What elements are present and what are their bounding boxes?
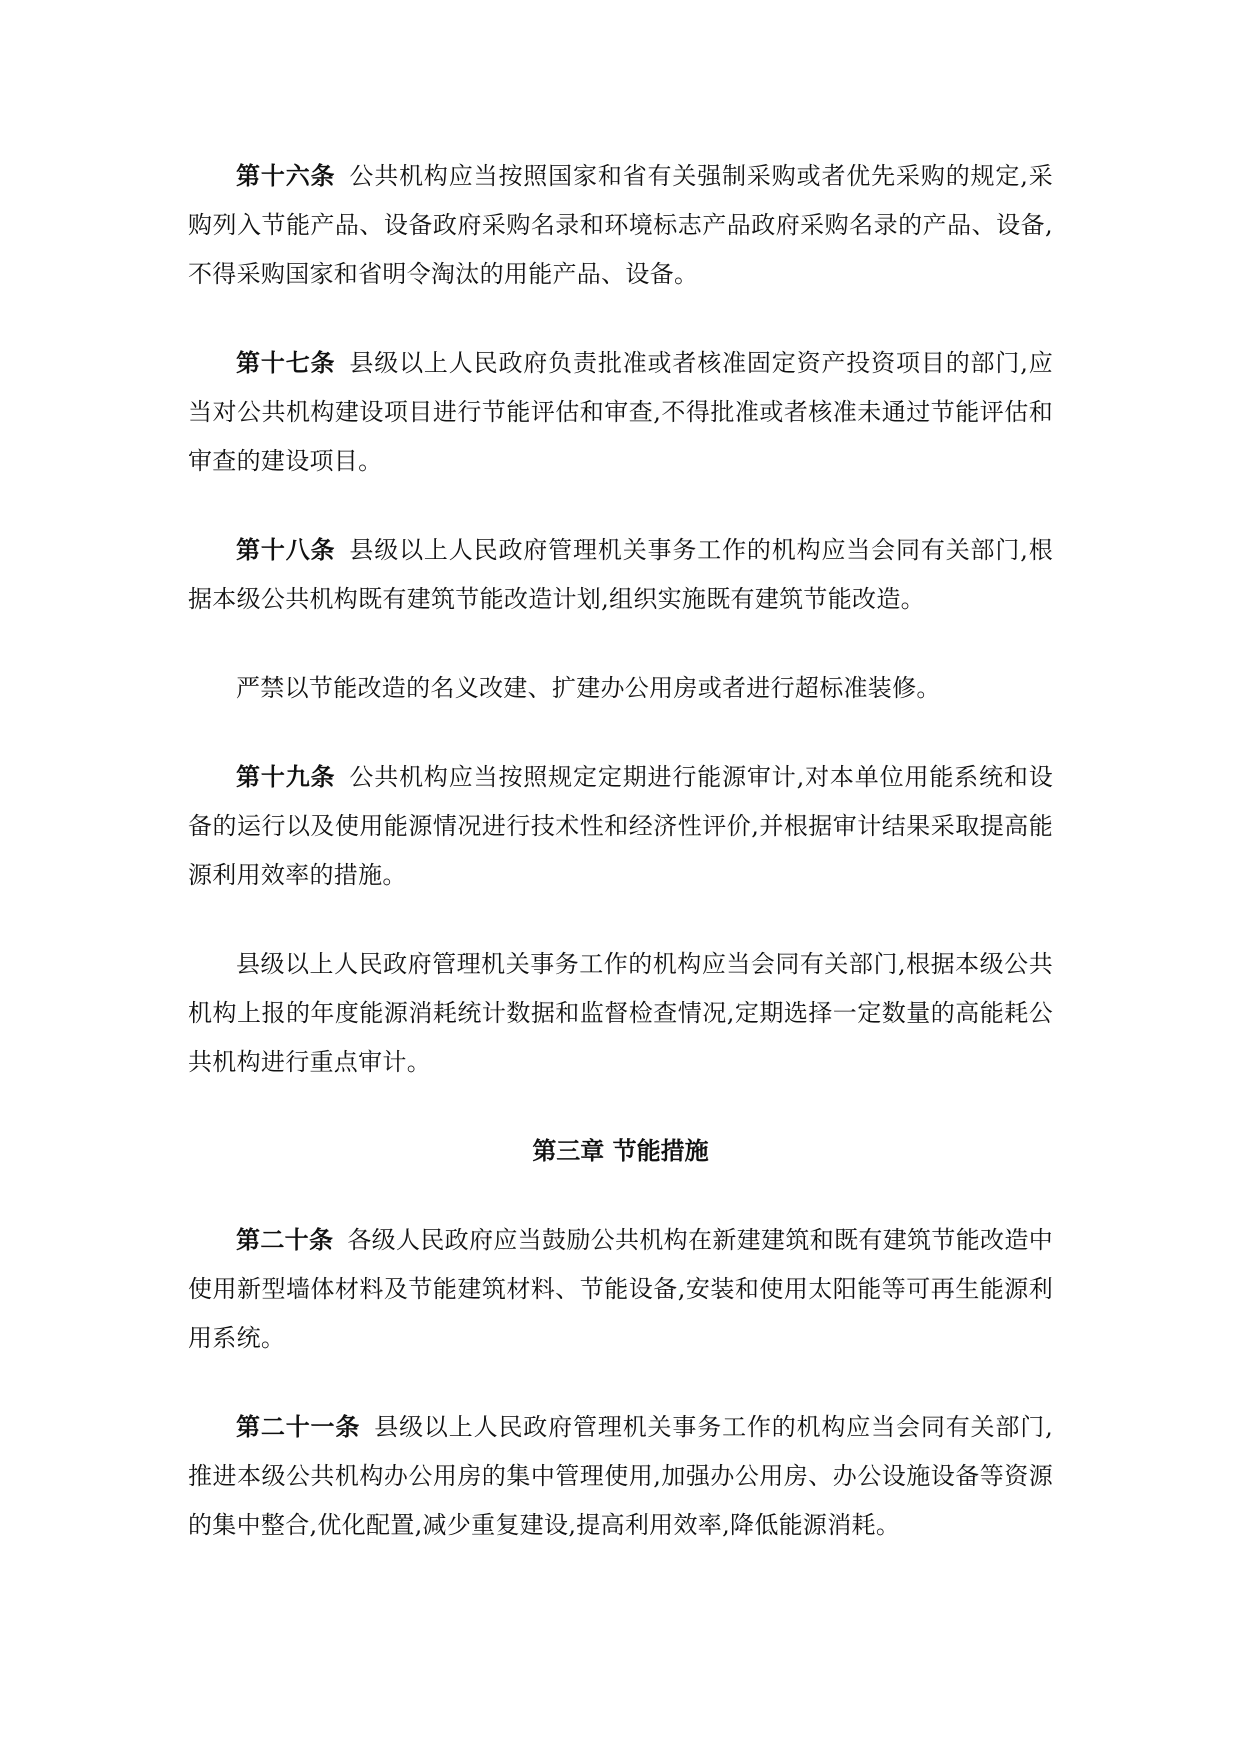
article-text: 各级人民政府应当鼓励公共机构在新建建筑和既有建筑节能改造中使用新型墙体材料及节能建筑材料、节能设备,安装和使用太阳能等可再生能源利用系统。 xyxy=(188,1226,1053,1352)
article-text: 公共机构应当按照规定定期进行能源审计,对本单位用能系统和设备的运行以及使用能源情况进行技术性和经济性评价,并根据审计结果采取提高能源利用效率的措施。 xyxy=(188,763,1054,889)
article-19-paragraph-2 xyxy=(188,940,1053,1087)
article-text: 县级以上人民政府管理机关事务工作的机构应当会同有关部门,根据本级公共机构既有建筑节能改造计划,组织实施既有建筑节能改造。 xyxy=(188,536,1054,613)
article-number: 第十八条 xyxy=(236,536,336,564)
article-text: 公共机构应当按照国家和省有关强制采购或者优先采购的规定,采购列入节能产品、设备政府采购名录和环境标志产品政府采购名录的产品、设备,不得采购国家和省明令淘汰的用能产品、设备。 xyxy=(188,162,1054,288)
article-number: 第二十一条 xyxy=(236,1413,361,1441)
article-number: 第十七条 xyxy=(236,349,336,377)
paragraph-text: 严禁以节能改造的名义改建、扩建办公用房或者进行超标准装修。 xyxy=(236,674,941,702)
article-number: 第十九条 xyxy=(236,763,336,791)
article-text: 县级以上人民政府管理机关事务工作的机构应当会同有关部门,推进本级公共机构办公用房的集中管理使用,加强办公用房、办公设施设备等资源的集中整合,优化配置,减少重复建设,提高利用效率,降低能源消耗。 xyxy=(188,1413,1054,1539)
article-16 xyxy=(188,152,1053,299)
article-number: 第二十条 xyxy=(236,1226,334,1254)
document-body xyxy=(188,152,1053,1590)
article-20 xyxy=(188,1216,1053,1363)
article-17 xyxy=(188,339,1053,486)
article-18-paragraph-2 xyxy=(188,664,1053,713)
article-number: 第十六条 xyxy=(236,162,336,190)
article-19 xyxy=(188,753,1053,900)
article-text: 县级以上人民政府负责批准或者核准固定资产投资项目的部门,应当对公共机构建设项目进行节能评估和审查,不得批准或者核准未通过节能评估和审查的建设项目。 xyxy=(188,349,1054,475)
article-18 xyxy=(188,526,1053,624)
article-21 xyxy=(188,1403,1053,1550)
paragraph-text: 县级以上人民政府管理机关事务工作的机构应当会同有关部门,根据本级公共机构上报的年度能源消耗统计数据和监督检查情况,定期选择一定数量的高能耗公共机构进行重点审计。 xyxy=(188,950,1053,1076)
chapter-heading: 第三章 节能措施 xyxy=(532,1137,709,1165)
